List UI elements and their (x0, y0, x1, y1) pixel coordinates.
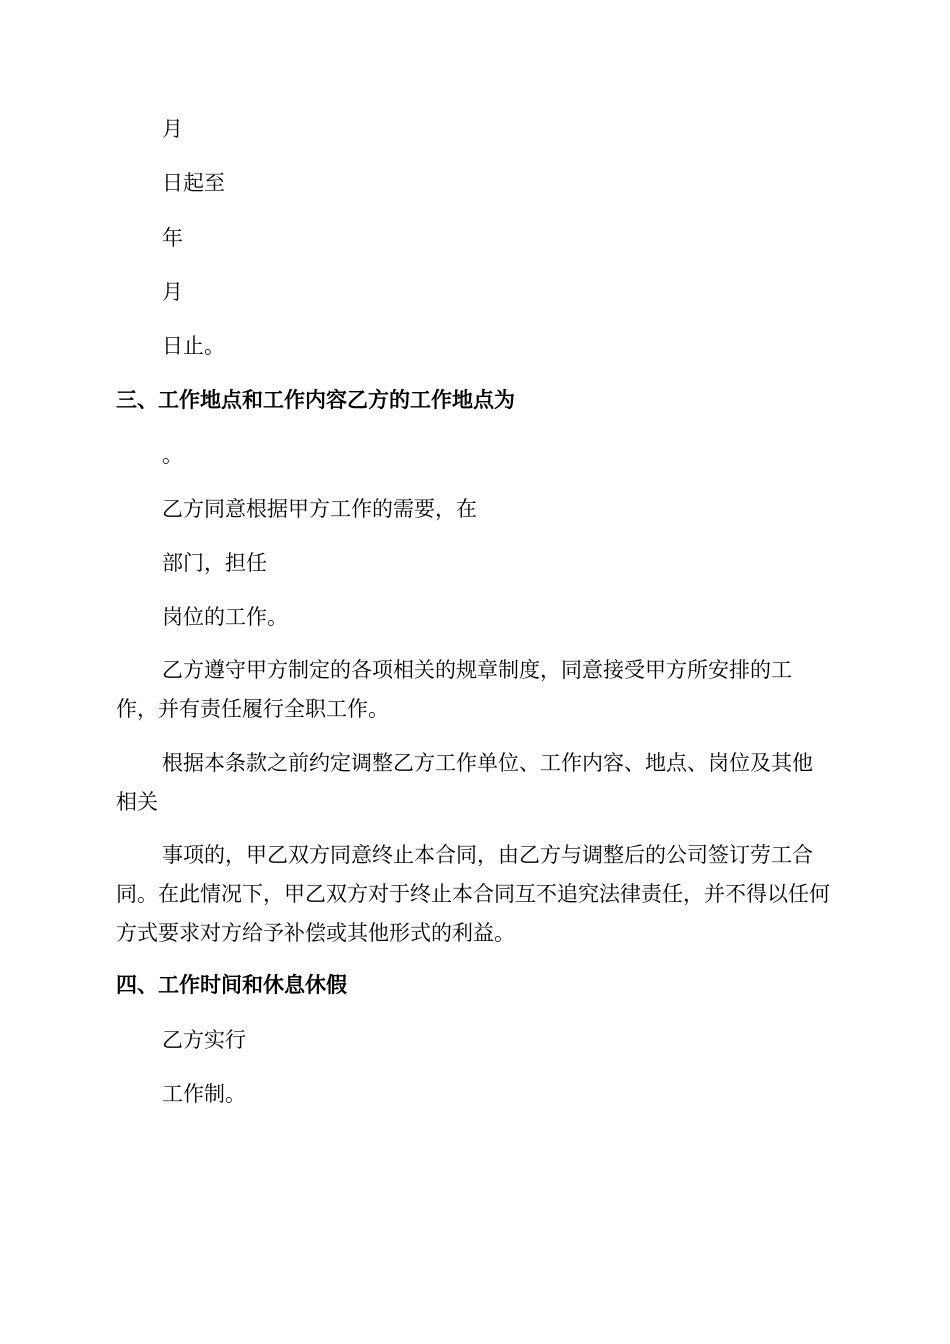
section-3-heading: 三、工作地点和工作内容乙方的工作地点为 (116, 388, 515, 412)
date-fragment-day-from: 日起至 (162, 171, 225, 195)
section-3-paragraph-2: 乙方同意根据甲方工作的需要，在 (162, 497, 477, 521)
section-4-paragraph-1: 乙方实行 (162, 1028, 246, 1052)
section-3-paragraph-1: 。 (162, 443, 183, 467)
section-4-paragraph-2: 工作制。 (162, 1082, 246, 1106)
section-3-paragraph-6: 根据本条款之前约定调整乙方工作单位、工作内容、地点、岗位及其他相关 (116, 751, 813, 814)
date-fragment-month: 月 (162, 117, 183, 141)
section-3-paragraph-4: 岗位的工作。 (162, 605, 288, 629)
section-3-paragraph-7: 事项的，甲乙双方同意终止本合同，由乙方与调整后的公司签订劳工合同。在此情况下，甲乙双方对于终止本合同互不追究法律责任，并不得以任何方式要求对方给予补偿或其他形式的利益。 (116, 843, 830, 945)
section-4-heading: 四、工作时间和休息休假 (116, 973, 347, 997)
date-fragment-day-until: 日止。 (162, 334, 225, 358)
section-3-paragraph-5: 乙方遵守甲方制定的各项相关的规章制度，同意接受甲方所安排的工作，并有责任履行全职工作。 (116, 658, 792, 721)
section-3-paragraph-3: 部门，担任 (162, 551, 267, 575)
date-fragment-year: 年 (162, 226, 183, 250)
date-fragment-month-2: 月 (162, 280, 183, 304)
